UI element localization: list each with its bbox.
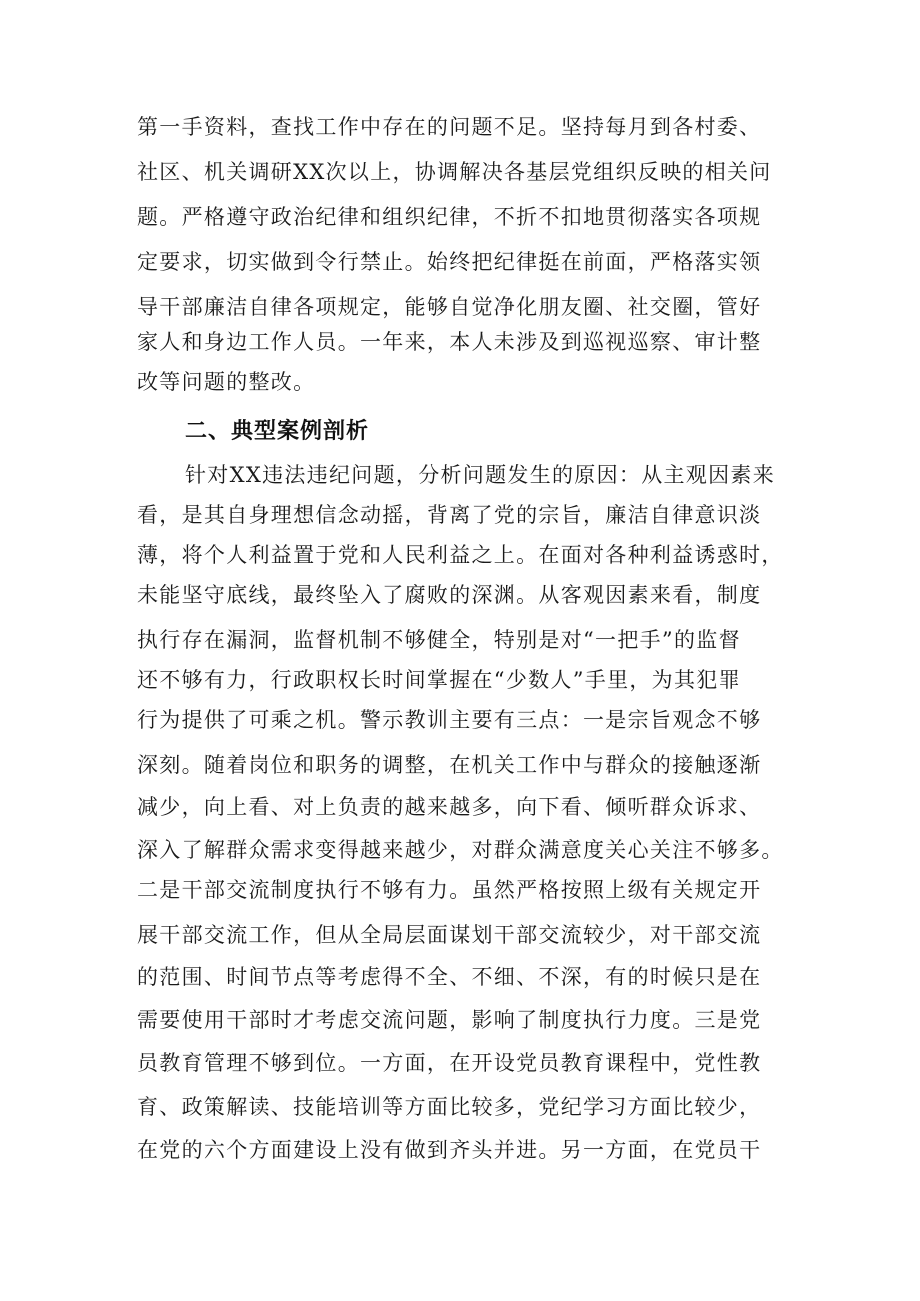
paragraph-2-line-4: 未能坚守底线，最终坠入了腐败的深渊。从客观因素来看，制度 <box>137 583 762 607</box>
paragraph-1-line-7: 改等问题的整改。 <box>137 370 316 394</box>
paragraph-1-line-6: 家人和身边工作人员。一年来，本人未涉及到巡视巡察、审计整 <box>137 330 762 354</box>
paragraph-2-line-17: 在党的六个方面建设上没有做到齐头并进。另一方面，在党员干 <box>137 1138 762 1162</box>
paragraph-2-line-5: 执行存在漏洞，监督机制不够健全，特别是对“一把手”的监督 <box>137 628 741 652</box>
paragraph-2-line-16: 育、政策解读、技能培训等方面比较多，党纪学习方面比较少， <box>137 1095 762 1119</box>
paragraph-2-line-7: 行为提供了可乘之机。警示教训主要有三点：一是宗旨观念不够 <box>137 708 762 732</box>
paragraph-2-line-9: 减少，向上看、对上负责的越来越多，向下看、倾听群众诉求、 <box>137 795 762 819</box>
paragraph-2-line-12: 展干部交流工作，但从全局层面谋划干部交流较少，对干部交流 <box>137 923 762 947</box>
paragraph-1-line-2: 社区、机关调研XX次以上，协调解决各基层党组织反映的相关问 <box>137 160 772 184</box>
paragraph-2-line-8: 深刻。随着岗位和职务的调整，在机关工作中与群众的接触逐渐 <box>137 753 762 777</box>
paragraph-2-line-1: 针对XX违法违纪问题，分析问题发生的原因：从主观因素来 <box>185 463 775 487</box>
section-heading: 二、典型案例剖析 <box>185 419 370 444</box>
paragraph-2-line-6: 还不够有力，行政职权长时间掌握在“少数人”手里，为其犯罪 <box>137 668 741 692</box>
paragraph-1-line-3: 题。严格遵守政治纪律和组织纪律，不折不扣地贯彻落实各项规 <box>137 205 762 229</box>
paragraph-2-line-14: 需要使用干部时才考虑交流问题，影响了制度执行力度。三是党 <box>137 1008 762 1032</box>
paragraph-2-line-11: 二是干部交流制度执行不够有力。虽然严格按照上级有关规定开 <box>137 878 762 902</box>
paragraph-1-line-4: 定要求，切实做到令行禁止。始终把纪律挺在前面，严格落实领 <box>137 250 762 274</box>
paragraph-2-line-3: 薄，将个人利益置于党和人民利益之上。在面对各种利益诱惑时， <box>137 543 784 567</box>
paragraph-2-line-15: 员教育管理不够到位。一方面，在开设党员教育课程中，党性教 <box>137 1051 762 1075</box>
paragraph-1-line-1: 第一手资料，查找工作中存在的问题不足。坚持每月到各村委、 <box>137 115 762 139</box>
paragraph-2-line-10: 深入了解群众需求变得越来越少，对群众满意度关心关注不够多。 <box>137 838 784 862</box>
paragraph-2-line-2: 看，是其自身理想信念动摇，背离了党的宗旨，廉洁自律意识淡 <box>137 503 762 527</box>
paragraph-2-line-13: 的范围、时间节点等考虑得不全、不细、不深，有的时候只是在 <box>137 965 762 989</box>
paragraph-1-line-5: 导干部廉洁自律各项规定，能够自觉净化朋友圈、社交圈，管好 <box>137 295 762 319</box>
